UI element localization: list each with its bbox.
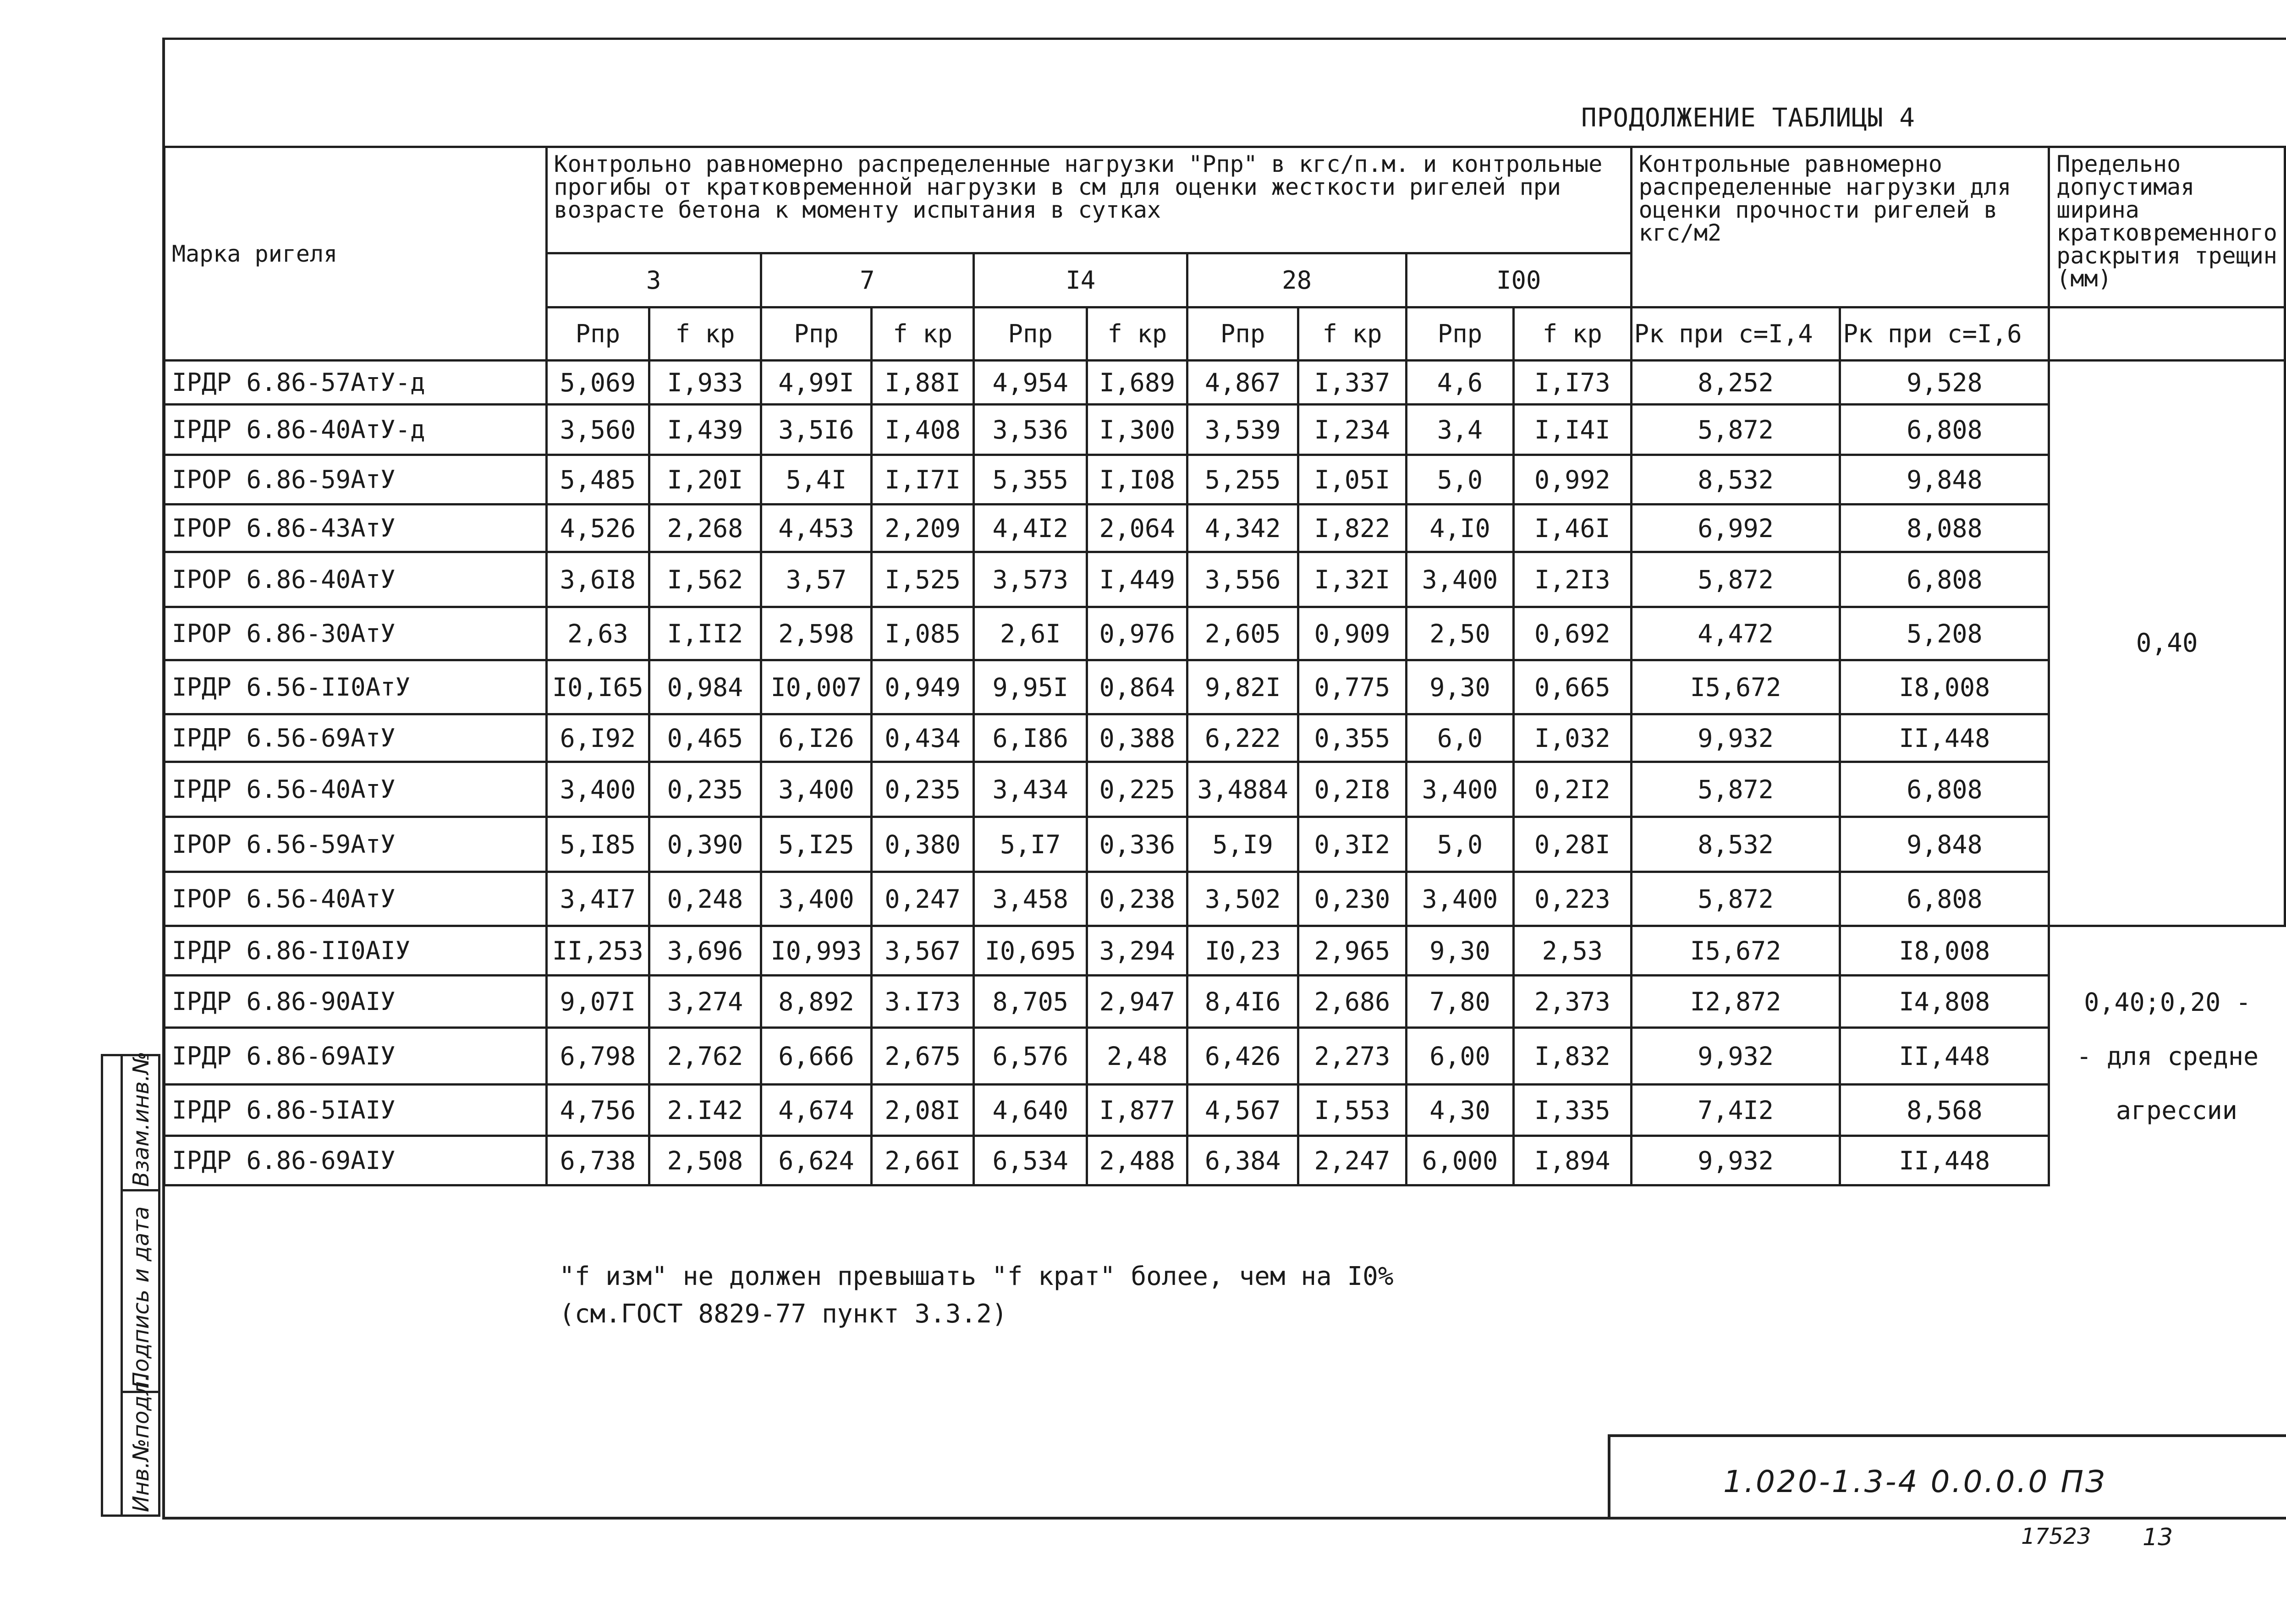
row-value: I,894 xyxy=(1513,1136,1631,1185)
row-value: 2,686 xyxy=(1298,976,1407,1028)
row-value: 6,00 xyxy=(1406,1028,1513,1085)
header-fkr: f кр xyxy=(1087,307,1187,361)
header-rk16: Рк при с=I,6 xyxy=(1840,307,2049,361)
table-row xyxy=(165,817,2285,872)
row-value: 5,0 xyxy=(1406,455,1513,505)
row-value: 4,756 xyxy=(546,1085,649,1136)
footnote-line-1: "f изм" не должен превышать "f крат" более, чем на I0% xyxy=(559,1262,1394,1291)
row-mark: IРОР 6.56-40АтУ xyxy=(165,872,547,926)
row-mark: IРОР 6.56-59АтУ xyxy=(165,817,547,872)
row-value: 9,848 xyxy=(1840,455,2049,505)
row-mark: IРОР 6.86-43АтУ xyxy=(165,505,547,552)
row-value: 3,4 xyxy=(1406,405,1513,455)
header-ppr: Рпр xyxy=(546,307,649,361)
row-value: 0,247 xyxy=(872,872,974,926)
row-value: I,335 xyxy=(1513,1085,1631,1136)
row-value: 5,0 xyxy=(1406,817,1513,872)
crack-limit-line: 0,40;0,20 - xyxy=(2084,987,2251,1017)
row-mark: IРДР 6.86-90АIУ xyxy=(165,976,547,1028)
header-ppr: Рпр xyxy=(1187,307,1298,361)
row-value: I,553 xyxy=(1298,1085,1407,1136)
row-value: I0,695 xyxy=(974,926,1087,976)
row-value: 2,268 xyxy=(649,505,761,552)
row-value: 0,434 xyxy=(872,714,974,762)
row-value: I,408 xyxy=(872,405,974,455)
row-value: 4,567 xyxy=(1187,1085,1298,1136)
row-value: 4,453 xyxy=(761,505,872,552)
row-value: 2,508 xyxy=(649,1136,761,1185)
header-control-strength: Контрольные равномерно распределенные нагрузки для оценки прочности ригелей в кгс/м2 xyxy=(1631,147,2049,307)
row-value: 3,294 xyxy=(1087,926,1187,976)
table-row xyxy=(165,926,2285,976)
row-value: 6,384 xyxy=(1187,1136,1298,1185)
header-age-100: I00 xyxy=(1406,253,1631,307)
row-value: 5,485 xyxy=(546,455,649,505)
row-value: 4,674 xyxy=(761,1085,872,1136)
table-row xyxy=(165,1028,2285,1085)
row-value: 2,947 xyxy=(1087,976,1187,1028)
row-value: 0,3I2 xyxy=(1298,817,1407,872)
row-value: 2,598 xyxy=(761,607,872,660)
row-value: 0,864 xyxy=(1087,660,1187,714)
row-value: 3,6I8 xyxy=(546,552,649,607)
table-caption: ПРОДОЛЖЕНИЕ ТАБЛИЦЫ 4 xyxy=(1581,103,1916,133)
row-value: 9,932 xyxy=(1631,1136,1840,1185)
row-value: 7,80 xyxy=(1406,976,1513,1028)
row-value: 4,867 xyxy=(1187,361,1298,405)
table-row xyxy=(165,714,2285,762)
row-value: II,253 xyxy=(546,926,649,976)
row-value: I,562 xyxy=(649,552,761,607)
row-value: I,I4I xyxy=(1513,405,1631,455)
footnote xyxy=(559,1258,1394,1333)
row-value: 2,064 xyxy=(1087,505,1187,552)
row-value: 2,605 xyxy=(1187,607,1298,660)
row-value: 3,567 xyxy=(872,926,974,976)
row-value: I,II2 xyxy=(649,607,761,660)
row-value: 2,488 xyxy=(1087,1136,1187,1185)
table-row xyxy=(165,607,2285,660)
row-mark: IРДР 6.86-40АтУ-д xyxy=(165,405,547,455)
row-mark: IРДР 6.86-II0АIУ xyxy=(165,926,547,976)
row-value: 6,738 xyxy=(546,1136,649,1185)
row-value: 3,573 xyxy=(974,552,1087,607)
row-value: I0,993 xyxy=(761,926,872,976)
row-value: 4,342 xyxy=(1187,505,1298,552)
row-value: 4,472 xyxy=(1631,607,1840,660)
document-code: 1.020-1.3-4 0.0.0.0 ПЗ xyxy=(1723,1464,2107,1499)
row-value: 0,465 xyxy=(649,714,761,762)
row-value: 6,I26 xyxy=(761,714,872,762)
row-value: 6,534 xyxy=(974,1136,1087,1185)
row-value: I5,672 xyxy=(1631,926,1840,976)
row-value: 9,30 xyxy=(1406,926,1513,976)
row-value: 3,4884 xyxy=(1187,762,1298,817)
row-value: I0,007 xyxy=(761,660,872,714)
row-value: 5,I25 xyxy=(761,817,872,872)
row-value: 5,I85 xyxy=(546,817,649,872)
row-value: I,032 xyxy=(1513,714,1631,762)
row-value: 0,665 xyxy=(1513,660,1631,714)
row-value: 8,705 xyxy=(974,976,1087,1028)
row-value: 5,355 xyxy=(974,455,1087,505)
row-value: 0,984 xyxy=(649,660,761,714)
row-value: 3,5I6 xyxy=(761,405,872,455)
row-value: I2,872 xyxy=(1631,976,1840,1028)
row-mark: IРОР 6.86-30АтУ xyxy=(165,607,547,660)
row-mark: IРДР 6.56-II0АтУ xyxy=(165,660,547,714)
row-value: II,448 xyxy=(1840,1136,2049,1185)
row-value: 3,556 xyxy=(1187,552,1298,607)
row-value: 0,909 xyxy=(1298,607,1407,660)
row-value: 9,07I xyxy=(546,976,649,1028)
row-value: II,448 xyxy=(1840,714,2049,762)
row-value: I,2I3 xyxy=(1513,552,1631,607)
row-value: 5,872 xyxy=(1631,552,1840,607)
row-value: I,234 xyxy=(1298,405,1407,455)
header-rk14: Рк при с=I,4 xyxy=(1631,307,1840,361)
row-value: I,085 xyxy=(872,607,974,660)
row-value: 5,872 xyxy=(1631,872,1840,926)
table-row xyxy=(165,872,2285,926)
row-value: 4,30 xyxy=(1406,1085,1513,1136)
row-value: 6,I92 xyxy=(546,714,649,762)
row-value: I,439 xyxy=(649,405,761,455)
header-control-stiffness: Контрольно равномерно распределенные нагрузки "Рпр" в кгс/п.м. и контрольные прогибы от кратковременной нагрузки в см для оценки жесткости ригелей при возрасте бетона к моменту испытания в сутках xyxy=(546,147,1631,253)
row-value: 0,223 xyxy=(1513,872,1631,926)
row-value: 5,4I xyxy=(761,455,872,505)
row-value: 0,225 xyxy=(1087,762,1187,817)
table-row xyxy=(165,552,2285,607)
row-mark: IРДР 6.86-69АIУ xyxy=(165,1028,547,1085)
row-value: 3,696 xyxy=(649,926,761,976)
side-stamp-outer-column xyxy=(101,1054,123,1517)
row-value: 6,576 xyxy=(974,1028,1087,1085)
loads-table xyxy=(163,146,2286,1186)
row-value: I,449 xyxy=(1087,552,1187,607)
row-value: I,822 xyxy=(1298,505,1407,552)
header-age-28: 28 xyxy=(1187,253,1407,307)
row-value: 6,808 xyxy=(1840,872,2049,926)
sheet-number: 17523 xyxy=(2021,1524,2091,1549)
row-mark: IРДР 6.86-69АIУ xyxy=(165,1136,547,1185)
row-value: 2,66I xyxy=(872,1136,974,1185)
row-value: I,46I xyxy=(1513,505,1631,552)
table-row xyxy=(165,1136,2285,1185)
row-value: I8,008 xyxy=(1840,660,2049,714)
row-value: 0,248 xyxy=(649,872,761,926)
row-value: 6,426 xyxy=(1187,1028,1298,1085)
row-value: 5,255 xyxy=(1187,455,1298,505)
table-row xyxy=(165,976,2285,1028)
row-value: I0,23 xyxy=(1187,926,1298,976)
page-number: 13 xyxy=(2143,1524,2173,1551)
row-value: II,448 xyxy=(1840,1028,2049,1085)
row-value: 6,666 xyxy=(761,1028,872,1085)
row-mark: IРОР 6.86-40АтУ xyxy=(165,552,547,607)
row-value: 0,238 xyxy=(1087,872,1187,926)
row-value: 6,000 xyxy=(1406,1136,1513,1185)
row-value: 4,526 xyxy=(546,505,649,552)
header-fkr: f кр xyxy=(1298,307,1407,361)
row-value: 0,2I2 xyxy=(1513,762,1631,817)
row-value: 5,872 xyxy=(1631,405,1840,455)
row-value: I,689 xyxy=(1087,361,1187,405)
row-value: 2,53 xyxy=(1513,926,1631,976)
row-value: 3,400 xyxy=(1406,872,1513,926)
row-value: 3,400 xyxy=(546,762,649,817)
row-value: I4,808 xyxy=(1840,976,2049,1028)
row-value: 0,390 xyxy=(649,817,761,872)
side-label-signature: Подпись и дата xyxy=(128,1206,154,1388)
row-value: 3,400 xyxy=(761,762,872,817)
header-mark: Марка ригеля xyxy=(165,147,547,361)
row-value: 0,235 xyxy=(872,762,974,817)
row-value: 8,532 xyxy=(1631,817,1840,872)
row-value: 3,400 xyxy=(761,872,872,926)
row-value: 6,992 xyxy=(1631,505,1840,552)
row-value: I5,672 xyxy=(1631,660,1840,714)
row-value: 3,502 xyxy=(1187,872,1298,926)
row-value: 2,209 xyxy=(872,505,974,552)
row-value: I,20I xyxy=(649,455,761,505)
crack-limit-line: - для средне xyxy=(2076,1041,2259,1071)
row-mark: IРДР 6.56-40АтУ xyxy=(165,762,547,817)
row-value: 3,4I7 xyxy=(546,872,649,926)
row-value: 9,95I xyxy=(974,660,1087,714)
row-value: I,I7I xyxy=(872,455,974,505)
row-value: 3,539 xyxy=(1187,405,1298,455)
header-fkr: f кр xyxy=(872,307,974,361)
row-value: I,88I xyxy=(872,361,974,405)
table-row xyxy=(165,405,2285,455)
row-value: 9,932 xyxy=(1631,1028,1840,1085)
side-label-inv: Инв.№подл. xyxy=(128,1374,154,1512)
row-value: 0,2I8 xyxy=(1298,762,1407,817)
row-value: 9,932 xyxy=(1631,714,1840,762)
row-value: 2,63 xyxy=(546,607,649,660)
crack-limit-group-2 xyxy=(2049,926,2285,1185)
row-value: I,300 xyxy=(1087,405,1187,455)
row-value: 8,532 xyxy=(1631,455,1840,505)
row-mark: IРДР 6.56-69АтУ xyxy=(165,714,547,762)
header-ppr: Рпр xyxy=(1406,307,1513,361)
row-value: 0,976 xyxy=(1087,607,1187,660)
row-value: 3,458 xyxy=(974,872,1087,926)
row-value: 3,560 xyxy=(546,405,649,455)
row-value: 0,336 xyxy=(1087,817,1187,872)
header-age-3: 3 xyxy=(546,253,761,307)
row-value: 4,99I xyxy=(761,361,872,405)
row-value: 5,I7 xyxy=(974,817,1087,872)
row-value: 2.I42 xyxy=(649,1085,761,1136)
row-value: 5,872 xyxy=(1631,762,1840,817)
row-value: I,525 xyxy=(872,552,974,607)
row-value: 3,400 xyxy=(1406,762,1513,817)
side-label-replace: Взам.инв.№ xyxy=(128,1051,154,1187)
row-mark: IРОР 6.86-59АтУ xyxy=(165,455,547,505)
header-ppr: Рпр xyxy=(974,307,1087,361)
row-value: 2,965 xyxy=(1298,926,1407,976)
row-value: 6,808 xyxy=(1840,552,2049,607)
row-value: 6,808 xyxy=(1840,405,2049,455)
row-value: I,337 xyxy=(1298,361,1407,405)
row-value: 2,6I xyxy=(974,607,1087,660)
row-value: 6,808 xyxy=(1840,762,2049,817)
header-ppr: Рпр xyxy=(761,307,872,361)
row-value: 2,48 xyxy=(1087,1028,1187,1085)
row-value: 0,235 xyxy=(649,762,761,817)
side-stamp-strip xyxy=(101,1051,160,1517)
table-row xyxy=(165,455,2285,505)
row-value: 0,28I xyxy=(1513,817,1631,872)
row-value: 2,08I xyxy=(872,1085,974,1136)
row-value: I,05I xyxy=(1298,455,1407,505)
row-value: 3.I73 xyxy=(872,976,974,1028)
row-value: 4,6 xyxy=(1406,361,1513,405)
table-row xyxy=(165,361,2285,405)
row-value: 0,355 xyxy=(1298,714,1407,762)
row-value: 2,273 xyxy=(1298,1028,1407,1085)
row-value: 8,252 xyxy=(1631,361,1840,405)
header-crack-limit: Предельно допустимая ширина кратковременного раскрытия трещин (мм) xyxy=(2049,147,2285,307)
row-value: I,877 xyxy=(1087,1085,1187,1136)
row-value: 9,848 xyxy=(1840,817,2049,872)
row-value: 3,400 xyxy=(1406,552,1513,607)
row-value: 0,949 xyxy=(872,660,974,714)
row-value: 4,I0 xyxy=(1406,505,1513,552)
crack-limit-group-1: 0,40 xyxy=(2049,361,2285,926)
row-value: I,I08 xyxy=(1087,455,1187,505)
row-value: 8,4I6 xyxy=(1187,976,1298,1028)
header-crack-blank xyxy=(2049,307,2285,361)
row-value: 3,57 xyxy=(761,552,872,607)
row-value: 5,208 xyxy=(1840,607,2049,660)
row-value: 9,82I xyxy=(1187,660,1298,714)
row-value: I,I73 xyxy=(1513,361,1631,405)
row-value: 6,I86 xyxy=(974,714,1087,762)
row-value: I,32I xyxy=(1298,552,1407,607)
row-value: 3,274 xyxy=(649,976,761,1028)
header-fkr: f кр xyxy=(649,307,761,361)
row-value: 3,434 xyxy=(974,762,1087,817)
row-value: 4,640 xyxy=(974,1085,1087,1136)
row-value: 0,992 xyxy=(1513,455,1631,505)
table-row xyxy=(165,505,2285,552)
row-value: 9,30 xyxy=(1406,660,1513,714)
row-value: 8,892 xyxy=(761,976,872,1028)
row-value: I0,I65 xyxy=(546,660,649,714)
row-value: 2,762 xyxy=(649,1028,761,1085)
row-value: I,832 xyxy=(1513,1028,1631,1085)
table-row xyxy=(165,1085,2285,1136)
crack-limit-line: агрессии xyxy=(2116,1095,2237,1125)
row-mark: IРДР 6.86-57АтУ-д xyxy=(165,361,547,405)
row-value: 0,230 xyxy=(1298,872,1407,926)
header-age-14: I4 xyxy=(974,253,1187,307)
row-value: 2,247 xyxy=(1298,1136,1407,1185)
row-value: 7,4I2 xyxy=(1631,1085,1840,1136)
row-value: 5,I9 xyxy=(1187,817,1298,872)
row-value: 9,528 xyxy=(1840,361,2049,405)
row-value: 5,069 xyxy=(546,361,649,405)
row-value: 0,775 xyxy=(1298,660,1407,714)
row-value: 0,388 xyxy=(1087,714,1187,762)
row-value: 2,675 xyxy=(872,1028,974,1085)
row-value: 8,568 xyxy=(1840,1085,2049,1136)
row-value: 2,373 xyxy=(1513,976,1631,1028)
table-row xyxy=(165,762,2285,817)
row-value: 6,798 xyxy=(546,1028,649,1085)
footnote-line-2: (см.ГОСТ 8829-77 пункт 3.3.2) xyxy=(559,1299,1007,1329)
table-row xyxy=(165,660,2285,714)
page-frame-top xyxy=(162,38,2286,40)
row-value: 6,0 xyxy=(1406,714,1513,762)
row-value: I,933 xyxy=(649,361,761,405)
row-value: 4,954 xyxy=(974,361,1087,405)
row-value: 6,222 xyxy=(1187,714,1298,762)
row-value: 3,536 xyxy=(974,405,1087,455)
header-age-7: 7 xyxy=(761,253,973,307)
header-fkr: f кр xyxy=(1513,307,1631,361)
row-value: 0,692 xyxy=(1513,607,1631,660)
row-value: 0,380 xyxy=(872,817,974,872)
row-value: 2,50 xyxy=(1406,607,1513,660)
row-value: 4,4I2 xyxy=(974,505,1087,552)
row-value: 6,624 xyxy=(761,1136,872,1185)
row-value: 8,088 xyxy=(1840,505,2049,552)
row-value: I8,008 xyxy=(1840,926,2049,976)
row-mark: IРДР 6.86-5IАIУ xyxy=(165,1085,547,1136)
